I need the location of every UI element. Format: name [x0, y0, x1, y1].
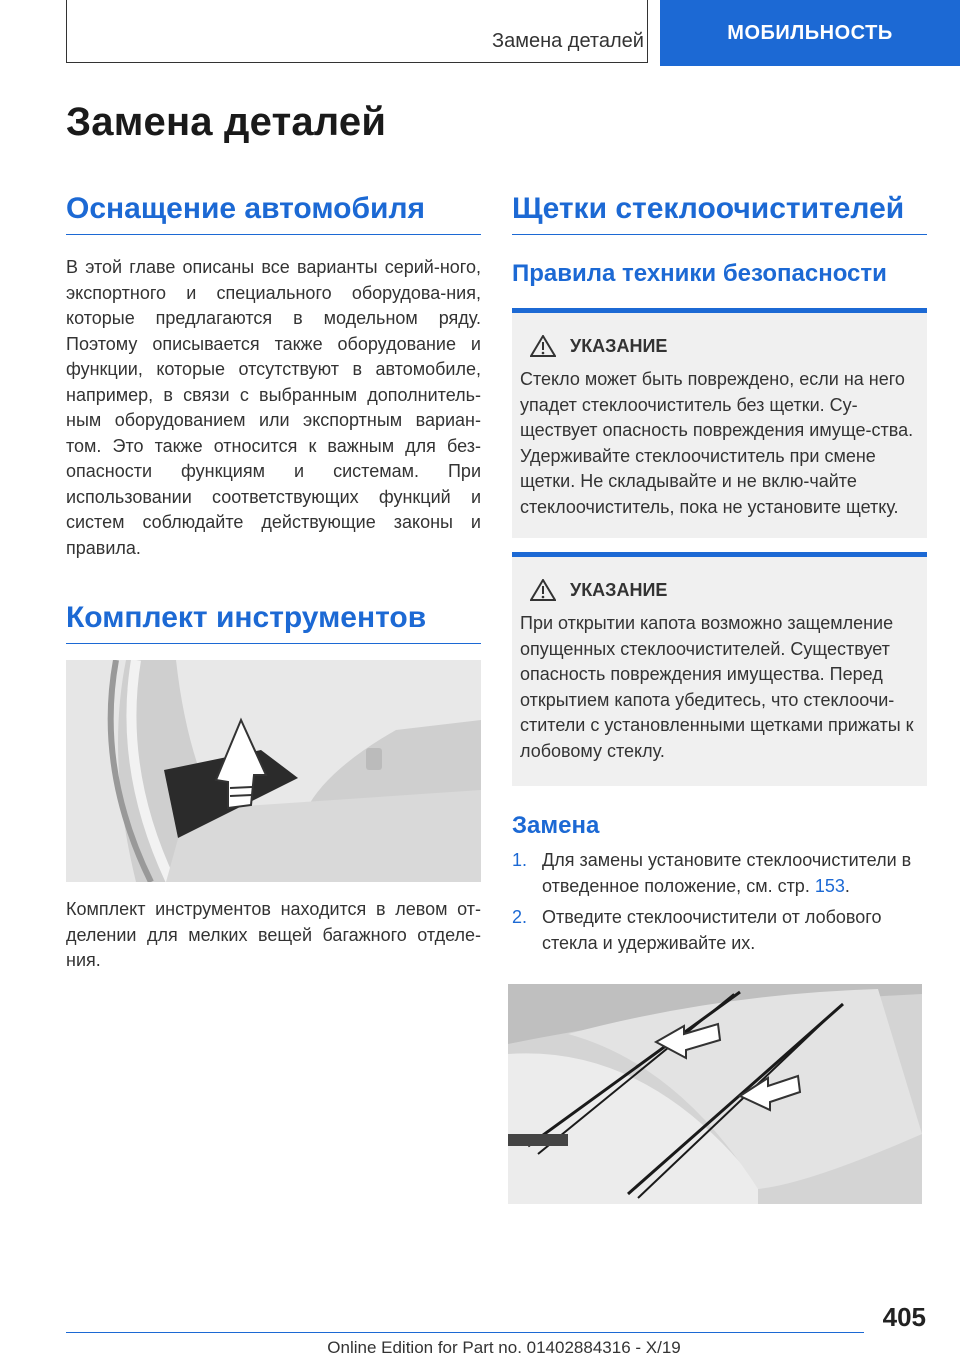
wipers-rule [512, 234, 927, 235]
tools-text: Комплект инструментов находится в левом от-делении для мелких вещей багажного отделе-ния. [66, 899, 481, 970]
warning-triangle-icon [530, 335, 556, 357]
notice-box-2 [512, 552, 927, 786]
step-text: Отведите стеклоочистители от лобового стекла и удерживайте их. [542, 907, 882, 953]
list-item: 1. Для замены установите стеклоочистители в отведенное положение, см. стр. 153. [512, 848, 927, 899]
footer-edition: Online Edition for Part no. 01402884316 - X/19 [327, 1338, 681, 1357]
notice-box-1 [512, 308, 927, 538]
page-title: Замена деталей [66, 100, 387, 144]
wiper-image [508, 984, 922, 1204]
notice-1-title: УКАЗАНИЕ [570, 335, 668, 356]
safety-heading: Правила техники безопасности [512, 260, 887, 287]
tools-rule [66, 643, 481, 644]
step-number: 2. [512, 907, 528, 927]
tool-kit-image [66, 660, 481, 882]
notice-2-text: При открытии капота возможно защемление опущенных стеклоочистителей. Существует опасность повреждения имущества. Перед открытием капота убедитесь, что стеклоочи-стители с установленными щетками прижаты к лобовому стеклу. [520, 613, 914, 761]
right-column [512, 192, 927, 956]
page-link[interactable]: 153 [814, 875, 845, 896]
page-number: 405 [882, 1302, 926, 1332]
equipment-rule [66, 234, 481, 235]
header-section-title: Замена деталей [492, 30, 644, 52]
tools-heading: Комплект инструментов [66, 601, 427, 634]
equipment-text: В этой главе описаны все варианты серий-ного, экспортного и специального оборудова-ния, которые предлагаются в модельном ряду. Поэтому описывается также оборудование и функции, которые отсутствуют в автомобиле, например, в связи с выбранным дополнитель-ным оборудованием или экспортным вариан-том. Это также относится к важным для без-опасности функциям и системам. При использовании соответствующих функций и систем соблюдайте действующие законы и правила. [66, 257, 481, 558]
replace-heading: Замена [512, 812, 600, 839]
steps-list [512, 848, 927, 956]
list-item [512, 905, 927, 956]
footer-rule [66, 1332, 864, 1333]
step-text: Для замены установите стеклоочистители в отведенное положение, см. стр. [542, 850, 912, 896]
left-column [66, 192, 481, 644]
equipment-heading: Оснащение автомобиля [66, 192, 426, 225]
notice-1-text: Стекло может быть повреждено, если на него упадет стеклоочиститель без щетки. Су-ществует опасность повреждения имуще-ства. Удерживайте стеклоочиститель при смене щетки. Не складывайте и не вклю-чайте стеклоочиститель, пока не установите щетку. [520, 369, 914, 517]
header-chapter-tab[interactable]: МОБИЛЬНОСТЬ [660, 0, 960, 66]
notice-2-title: УКАЗАНИЕ [570, 579, 668, 600]
wipers-heading: Щетки стеклоочистителей [512, 192, 905, 225]
warning-triangle-icon [530, 579, 556, 601]
step-number: 1. [512, 850, 528, 870]
